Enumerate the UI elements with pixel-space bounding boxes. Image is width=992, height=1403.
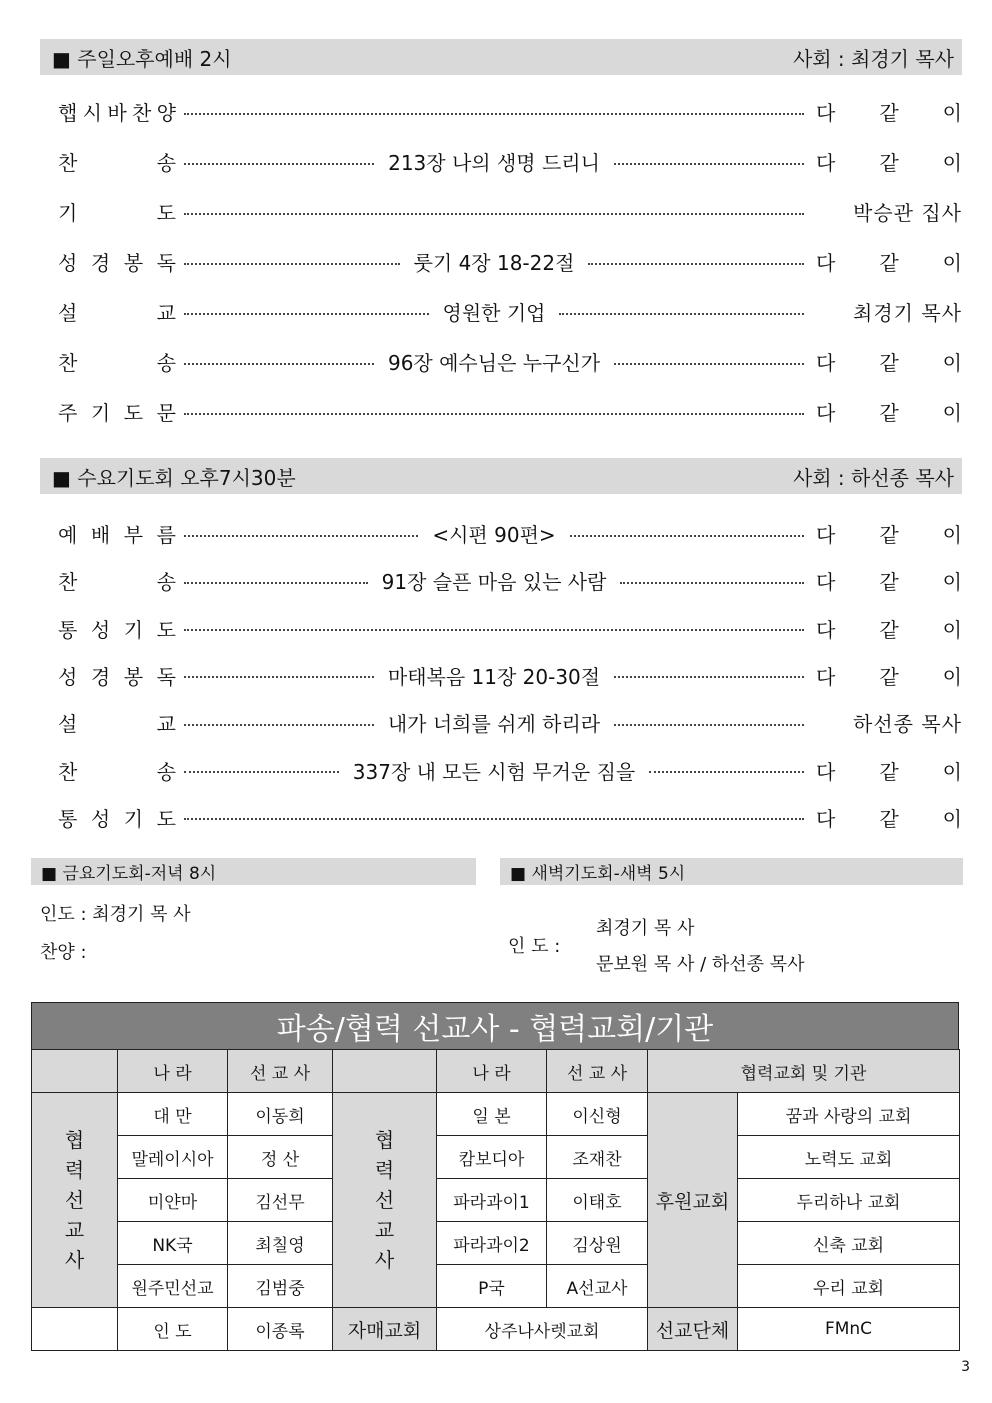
missions-title: 파송/협력 선교사 - 협력교회/기관 — [31, 1002, 959, 1050]
label-char: 문 — [156, 401, 176, 425]
mission-org-value: FMnC — [738, 1308, 960, 1351]
country-cell: P국 — [437, 1265, 547, 1308]
order-item-label — [58, 519, 176, 548]
leader-char: 이 — [942, 759, 962, 784]
label-char: 찬 — [131, 101, 152, 125]
leader-char: 이 — [942, 351, 962, 375]
dotted-leader — [614, 363, 804, 365]
dotted-leader — [184, 113, 804, 115]
sunday-order-row — [58, 397, 962, 426]
label-char: 예 — [58, 523, 78, 547]
leader-char: 이 — [942, 101, 962, 125]
leader-char: 같 — [879, 806, 899, 831]
table-header-row — [32, 1050, 960, 1093]
wednesday-header-leader: 사회 : 하선종 목사 — [792, 465, 954, 490]
leader-char: 같 — [879, 401, 899, 425]
sunday-order-row — [58, 97, 962, 126]
label-char: 기 — [58, 201, 78, 225]
dotted-leader — [184, 629, 804, 631]
sunday-order-row — [58, 297, 962, 326]
sister-church-value: 상주나사렛교회 — [437, 1308, 648, 1351]
order-item-leader — [812, 661, 962, 690]
church-cell: 우리 교회 — [738, 1265, 960, 1308]
table-row — [32, 1179, 960, 1222]
header-missionary: 선 교 사 — [228, 1050, 333, 1093]
wednesday-order-row — [58, 661, 962, 690]
dotted-leader — [184, 818, 804, 820]
leader-char: 같 — [879, 151, 899, 175]
label-char: 배 — [90, 523, 111, 547]
friday-header: ■ 금요기도회-저녁 8시 — [31, 858, 476, 885]
label-char: 햅 — [58, 101, 78, 125]
church-cell: 두리하나 교회 — [738, 1179, 960, 1222]
label-char: 성 — [58, 664, 78, 689]
order-item-leader — [812, 519, 962, 548]
country-cell: 대 만 — [118, 1093, 228, 1136]
missionary-cell: 최칠영 — [228, 1222, 333, 1265]
label-char: 기 — [90, 401, 111, 425]
label-char: 주 — [58, 401, 78, 425]
dotted-leader — [184, 771, 339, 773]
table-row — [32, 1222, 960, 1265]
label-char: 설 — [58, 712, 78, 737]
order-item-leader — [812, 97, 962, 126]
leader-char: 이 — [942, 523, 962, 547]
header-missionary-2: 선 교 사 — [547, 1050, 648, 1093]
label-char: 성 — [90, 806, 111, 831]
country-cell: 미얀마 — [118, 1179, 228, 1222]
label-char: 바 — [107, 101, 127, 125]
order-item-leader — [812, 803, 962, 832]
group1-label — [32, 1093, 118, 1308]
label-char: 도 — [123, 401, 144, 425]
label-char: 성 — [58, 251, 78, 275]
order-item-leader — [812, 566, 962, 595]
dotted-leader — [184, 213, 804, 215]
label-char: 도 — [156, 806, 176, 831]
country-cell: 파라과이2 — [437, 1222, 547, 1265]
label-char: 봉 — [123, 251, 144, 275]
leader-char: 같 — [879, 664, 899, 689]
group-label-char: 협 — [64, 1128, 85, 1152]
label-char: 도 — [156, 617, 176, 642]
dotted-leader — [614, 676, 804, 678]
order-item-detail: 96장 예수님은 누구신가 — [387, 351, 601, 375]
header-country-2: 나 라 — [437, 1050, 547, 1093]
table-row — [32, 1136, 960, 1179]
group-label-char: 교 — [64, 1218, 85, 1242]
country-cell: 캄보디아 — [437, 1136, 547, 1179]
label-char: 송 — [156, 151, 176, 175]
leader-char: 이 — [942, 664, 962, 689]
wednesday-order-row — [58, 566, 962, 595]
leader-char: 다 — [816, 759, 836, 784]
group-label-char: 사 — [64, 1248, 85, 1272]
order-item-detail: 337장 내 모든 시험 무거운 짐을 — [352, 759, 636, 784]
sunday-header — [40, 39, 962, 75]
dotted-leader — [184, 582, 368, 584]
leader-char: 다 — [816, 664, 836, 689]
leader-char: 같 — [879, 251, 899, 275]
order-item-label — [58, 97, 176, 126]
order-item-detail: 91장 슬픈 마음 있는 사람 — [381, 570, 607, 595]
dotted-leader — [649, 771, 804, 773]
friday-praise: 찬양 : — [40, 942, 87, 963]
leader-char: 이 — [942, 617, 962, 642]
label-char: 설 — [58, 301, 78, 325]
dotted-leader — [614, 163, 804, 165]
order-item-detail: 213장 나의 생명 드리니 — [388, 151, 600, 175]
label-char: 교 — [156, 712, 176, 737]
church-cell: 노력도 교회 — [738, 1136, 960, 1179]
leader-char: 다 — [816, 101, 836, 125]
group2-label — [333, 1093, 437, 1308]
wednesday-order-row — [58, 756, 962, 785]
page-number: 3 — [961, 1359, 970, 1375]
country-cell: 원주민선교 — [118, 1265, 228, 1308]
label-char: 도 — [156, 201, 176, 225]
label-char: 찬 — [58, 570, 78, 595]
leader-char: 다 — [816, 401, 836, 425]
label-char: 부 — [123, 523, 144, 547]
missionary-cell: 김상원 — [547, 1222, 648, 1265]
missionary-cell: 이신형 — [547, 1093, 648, 1136]
header-partner: 협력교회 및 기관 — [648, 1050, 960, 1093]
group-label-char: 협 — [374, 1128, 395, 1152]
missionary-cell: 조재찬 — [547, 1136, 648, 1179]
label-char: 찬 — [58, 151, 78, 175]
order-item-leader — [812, 247, 962, 276]
order-item-detail: 내가 너희를 쉬게 하리라 — [387, 712, 601, 737]
wednesday-order-row — [58, 519, 962, 548]
order-item-detail: 마태복음 11장 20-30절 — [387, 664, 601, 689]
label-char: 봉 — [123, 664, 144, 689]
dawn-header: ■ 새벽기도회-새벽 5시 — [500, 858, 963, 885]
church-cell: 꿈과 사랑의 교회 — [738, 1093, 960, 1136]
leader-char: 다 — [816, 806, 836, 831]
order-item-label — [58, 397, 176, 426]
leader-char: 같 — [879, 351, 899, 375]
dotted-leader — [184, 363, 374, 365]
order-item-label — [58, 347, 176, 376]
label-char: 경 — [90, 664, 111, 689]
group-label-char: 선 — [64, 1188, 85, 1212]
missionary-cell: 이동희 — [228, 1093, 333, 1136]
dotted-leader — [588, 263, 804, 265]
leader-char: 같 — [879, 759, 899, 784]
missionary-cell: 이태호 — [547, 1179, 648, 1222]
leader-char: 같 — [879, 523, 899, 547]
sunday-order-row — [58, 247, 962, 276]
label-char: 찬 — [58, 351, 78, 375]
dotted-leader — [570, 535, 804, 537]
label-char: 통 — [58, 806, 78, 831]
country-cell: 인 도 — [118, 1308, 228, 1351]
order-item-label — [58, 247, 176, 276]
order-item-leader — [812, 614, 962, 643]
order-item-leader — [812, 397, 962, 426]
dotted-leader — [184, 313, 429, 315]
sunday-header-leader: 사회 : 최경기 목사 — [792, 46, 954, 71]
leader-char: 다 — [816, 570, 836, 595]
leader-char: 다 — [816, 151, 836, 175]
dawn-leader-label: 인 도 : — [508, 936, 561, 957]
missions-table — [31, 1049, 960, 1351]
leader-char: 다 — [816, 351, 836, 375]
label-char: 기 — [123, 617, 144, 642]
sponsor-label: 후원교회 — [648, 1093, 738, 1308]
group-label-char: 선 — [374, 1188, 395, 1212]
table-row — [32, 1265, 960, 1308]
order-item-label — [58, 297, 176, 326]
dotted-leader — [184, 724, 374, 726]
missionary-cell: 김선무 — [228, 1179, 333, 1222]
label-char: 송 — [156, 570, 176, 595]
dotted-leader — [184, 535, 418, 537]
country-cell: 파라과이1 — [437, 1179, 547, 1222]
order-item-detail: 영원한 기업 — [442, 301, 546, 325]
order-item-label — [58, 756, 176, 785]
order-item-leader — [812, 347, 962, 376]
order-item-leader — [812, 147, 962, 176]
wednesday-order-row — [58, 708, 962, 737]
order-item-label — [58, 147, 176, 176]
wednesday-header-title: ■ 수요기도회 오후7시30분 — [52, 465, 296, 490]
wednesday-header — [40, 458, 962, 494]
leader-char: 같 — [879, 570, 899, 595]
header-country: 나 라 — [118, 1050, 228, 1093]
label-char: 양 — [156, 101, 176, 125]
group-label-char: 교 — [374, 1218, 395, 1242]
church-cell: 신축 교회 — [738, 1222, 960, 1265]
order-item-label — [58, 661, 176, 690]
group-label-char: 력 — [374, 1158, 395, 1182]
order-item-label — [58, 614, 176, 643]
label-char: 시 — [82, 101, 102, 125]
order-item-label — [58, 803, 176, 832]
dotted-leader — [184, 676, 374, 678]
order-item-detail: 룻기 4장 18-22절 — [413, 251, 575, 275]
dotted-leader — [614, 724, 804, 726]
sunday-order-row — [58, 197, 962, 226]
sister-church-label: 자매교회 — [333, 1308, 437, 1351]
order-item-label — [58, 566, 176, 595]
leader-char: 이 — [942, 570, 962, 595]
order-item-label — [58, 708, 176, 737]
label-char: 송 — [156, 759, 176, 784]
label-char: 송 — [156, 351, 176, 375]
missionary-cell: A선교사 — [547, 1265, 648, 1308]
table-row — [32, 1308, 960, 1351]
dawn-leader-1: 최경기 목 사 — [596, 918, 695, 939]
dotted-leader — [184, 263, 400, 265]
missionary-cell: 정 산 — [228, 1136, 333, 1179]
leader-char: 이 — [942, 806, 962, 831]
friday-leader: 인도 : 최경기 목 사 — [40, 904, 191, 925]
label-char: 통 — [58, 617, 78, 642]
dotted-leader — [184, 163, 374, 165]
table-row — [32, 1093, 960, 1136]
dotted-leader — [184, 413, 804, 415]
empty-cell — [32, 1308, 118, 1351]
leader-char: 다 — [816, 523, 836, 547]
leader-char: 이 — [942, 401, 962, 425]
label-char: 름 — [156, 523, 176, 547]
missionary-cell: 이종록 — [228, 1308, 333, 1351]
country-cell: NK국 — [118, 1222, 228, 1265]
leader-char: 이 — [942, 151, 962, 175]
label-char: 독 — [156, 251, 176, 275]
order-item-detail: <시편 90편> — [432, 523, 556, 547]
dotted-leader — [559, 313, 804, 315]
dotted-leader — [620, 582, 804, 584]
label-char: 경 — [90, 251, 111, 275]
order-item-leader: 박승관 집사 — [853, 201, 962, 225]
header-empty-cell — [32, 1050, 118, 1093]
order-item-leader: 최경기 목사 — [853, 301, 962, 325]
sunday-header-title: ■ 주일오후예배 2시 — [52, 46, 232, 71]
label-char: 독 — [156, 664, 176, 689]
group-label-char: 력 — [64, 1158, 85, 1182]
leader-char: 다 — [816, 617, 836, 642]
label-char: 찬 — [58, 759, 78, 784]
leader-char: 같 — [879, 617, 899, 642]
order-item-label — [58, 197, 176, 226]
leader-char: 다 — [816, 251, 836, 275]
label-char: 기 — [123, 806, 144, 831]
country-cell: 일 본 — [437, 1093, 547, 1136]
sunday-order-row — [58, 147, 962, 176]
group-label-char: 사 — [374, 1248, 395, 1272]
missionary-cell: 김범중 — [228, 1265, 333, 1308]
leader-char: 이 — [942, 251, 962, 275]
label-char: 교 — [156, 301, 176, 325]
wednesday-order-row — [58, 614, 962, 643]
header-empty-cell — [333, 1050, 437, 1093]
order-item-leader — [812, 756, 962, 785]
order-item-leader: 하선종 목사 — [853, 712, 962, 737]
sunday-order-row — [58, 347, 962, 376]
label-char: 성 — [90, 617, 111, 642]
country-cell: 말레이시아 — [118, 1136, 228, 1179]
dawn-leader-2: 문보원 목 사 / 하선종 목사 — [596, 954, 805, 975]
leader-char: 같 — [879, 101, 899, 125]
mission-org-label: 선교단체 — [648, 1308, 738, 1351]
wednesday-order-row — [58, 803, 962, 832]
